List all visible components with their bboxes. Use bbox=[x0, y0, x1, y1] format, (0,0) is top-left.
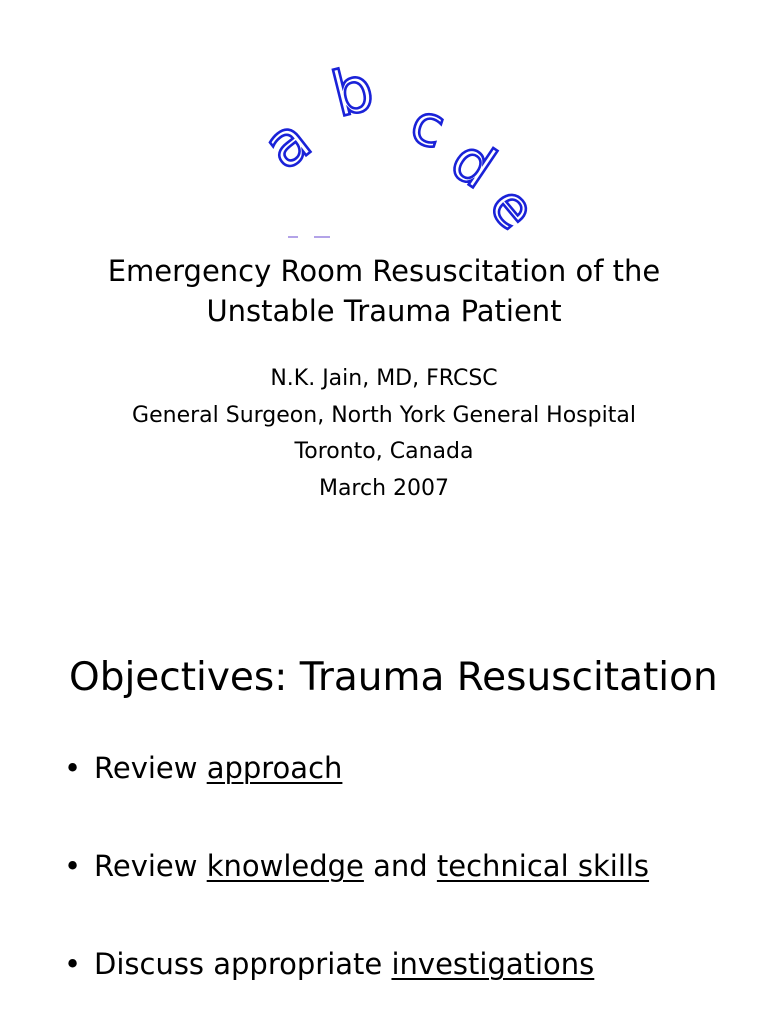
logo-letter-a: a bbox=[249, 102, 325, 184]
objectives-title: Objectives: Trauma Resuscitation bbox=[69, 655, 718, 700]
author-position: General Surgeon, North York General Hospital bbox=[132, 403, 636, 428]
presentation-title-line-2: Unstable Trauma Patient bbox=[206, 294, 562, 328]
objective-text: and bbox=[363, 849, 437, 883]
abcde-logo bbox=[249, 40, 549, 243]
logo-mark-left bbox=[288, 236, 298, 238]
objective-keyword: investigations bbox=[391, 947, 595, 981]
author-name: N.K. Jain, MD, FRCSC bbox=[270, 366, 498, 391]
presentation-date: March 2007 bbox=[318, 476, 450, 501]
author-location: Toronto, Canada bbox=[294, 439, 474, 464]
bullet-icon: • bbox=[64, 947, 82, 981]
objective-item-knowledge bbox=[64, 846, 649, 886]
logo-letter-d: d bbox=[438, 124, 508, 202]
objective-item-investigations bbox=[64, 944, 594, 984]
logo-letters bbox=[249, 51, 548, 242]
objective-keyword: approach bbox=[206, 751, 343, 785]
logo-letter-e: e bbox=[476, 174, 549, 243]
objective-keyword: knowledge bbox=[206, 849, 364, 883]
bullet-icon: • bbox=[64, 751, 82, 785]
logo-letter-b: b bbox=[324, 50, 381, 132]
objective-text: Review bbox=[94, 751, 207, 785]
bullet-icon: • bbox=[64, 849, 82, 883]
objectives-slide bbox=[0, 560, 768, 1024]
logo-letter-c: c bbox=[403, 90, 453, 163]
presentation-title-line-1: Emergency Room Resuscitation of the bbox=[107, 254, 661, 288]
objective-item-approach bbox=[64, 748, 342, 788]
objective-text: Discuss appropriate bbox=[94, 947, 392, 981]
objective-text: Review bbox=[94, 849, 207, 883]
logo-mark-right bbox=[314, 236, 330, 238]
objective-keyword: technical skills bbox=[436, 849, 650, 883]
